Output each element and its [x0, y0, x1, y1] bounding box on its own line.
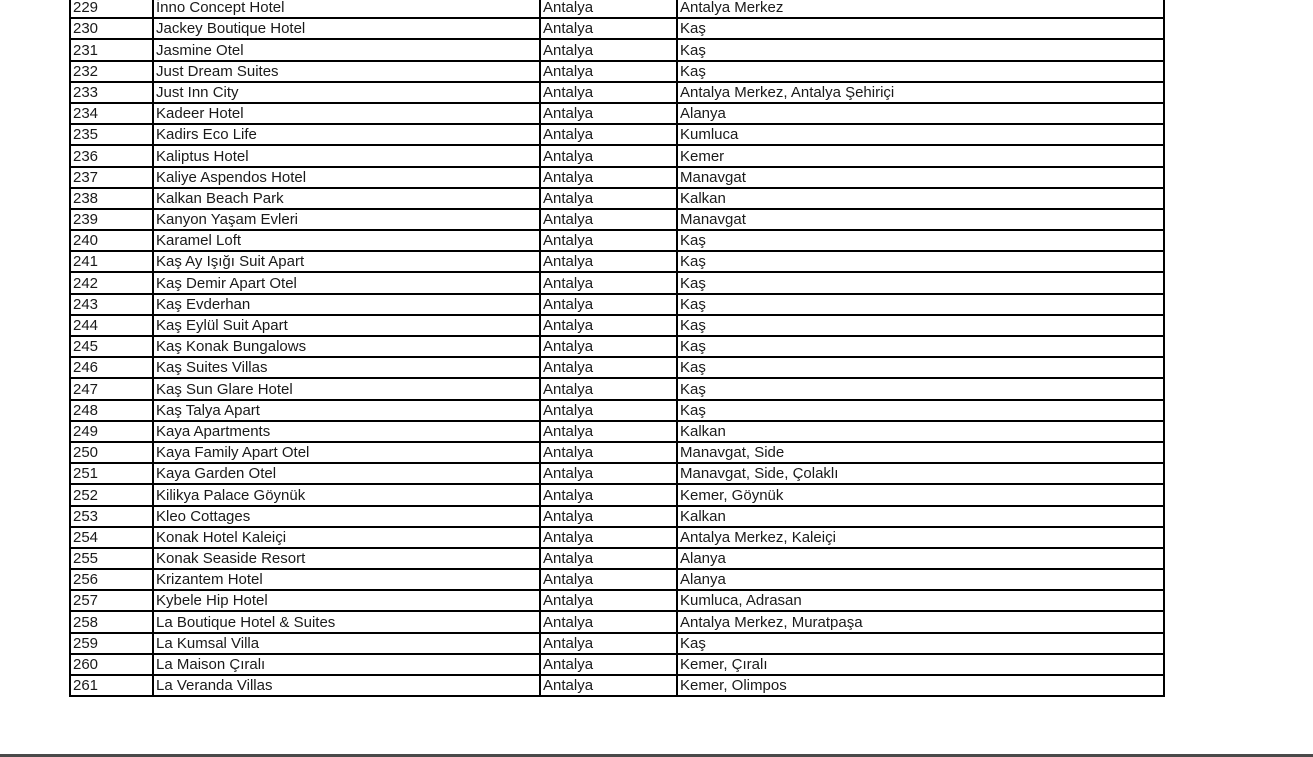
row-number-cell: 248 [70, 400, 153, 421]
row-number-cell: 251 [70, 463, 153, 484]
table-row [70, 484, 1164, 505]
city-cell: Antalya [540, 230, 677, 251]
table-row [70, 336, 1164, 357]
city-cell: Antalya [540, 18, 677, 39]
table-row [70, 527, 1164, 548]
table-row [70, 421, 1164, 442]
city-cell: Antalya [540, 0, 677, 18]
city-cell: Antalya [540, 400, 677, 421]
row-number-cell: 231 [70, 39, 153, 60]
row-number-cell: 257 [70, 590, 153, 611]
hotel-name-cell: Kadeer Hotel [153, 103, 540, 124]
row-number-cell: 259 [70, 633, 153, 654]
city-cell: Antalya [540, 103, 677, 124]
district-cell: Manavgat [677, 209, 1164, 230]
district-cell: Kaş [677, 315, 1164, 336]
city-cell: Antalya [540, 251, 677, 272]
hotel-name-cell: Kaş Suites Villas [153, 357, 540, 378]
row-number-cell: 229 [70, 0, 153, 18]
city-cell: Antalya [540, 167, 677, 188]
district-cell: Kaş [677, 230, 1164, 251]
hotel-name-cell: Kaya Family Apart Otel [153, 442, 540, 463]
row-number-cell: 255 [70, 548, 153, 569]
district-cell: Kaş [677, 400, 1164, 421]
hotel-name-cell: Kadirs Eco Life [153, 124, 540, 145]
table-row [70, 590, 1164, 611]
table-row [70, 167, 1164, 188]
row-number-cell: 238 [70, 188, 153, 209]
district-cell: Kemer, Olimpos [677, 675, 1164, 696]
district-cell: Kumluca [677, 124, 1164, 145]
district-cell: Manavgat, Side, Çolaklı [677, 463, 1164, 484]
table-row [70, 611, 1164, 632]
district-cell: Alanya [677, 569, 1164, 590]
hotel-name-cell: La Veranda Villas [153, 675, 540, 696]
district-cell: Antalya Merkez, Muratpaşa [677, 611, 1164, 632]
row-number-cell: 249 [70, 421, 153, 442]
district-cell: Kaş [677, 633, 1164, 654]
district-cell: Kaş [677, 357, 1164, 378]
city-cell: Antalya [540, 506, 677, 527]
district-cell: Kemer, Çıralı [677, 654, 1164, 675]
row-number-cell: 252 [70, 484, 153, 505]
row-number-cell: 240 [70, 230, 153, 251]
hotel-name-cell: La Kumsal Villa [153, 633, 540, 654]
hotel-name-cell: La Boutique Hotel & Suites [153, 611, 540, 632]
hotel-name-cell: Kaş Evderhan [153, 294, 540, 315]
district-cell: Kaş [677, 251, 1164, 272]
city-cell: Antalya [540, 463, 677, 484]
city-cell: Antalya [540, 357, 677, 378]
city-cell: Antalya [540, 188, 677, 209]
hotel-table [69, 0, 1165, 697]
district-cell: Kaş [677, 378, 1164, 399]
table-row [70, 39, 1164, 60]
table-row [70, 0, 1164, 18]
district-cell: Kalkan [677, 506, 1164, 527]
row-number-cell: 256 [70, 569, 153, 590]
row-number-cell: 233 [70, 82, 153, 103]
district-cell: Kumluca, Adrasan [677, 590, 1164, 611]
hotel-name-cell: Just Dream Suites [153, 61, 540, 82]
row-number-cell: 261 [70, 675, 153, 696]
row-number-cell: 236 [70, 145, 153, 166]
hotel-name-cell: Kilikya Palace Göynük [153, 484, 540, 505]
row-number-cell: 242 [70, 272, 153, 293]
table-row [70, 230, 1164, 251]
hotel-name-cell: Kanyon Yaşam Evleri [153, 209, 540, 230]
table-row [70, 506, 1164, 527]
table-row [70, 315, 1164, 336]
table-row [70, 294, 1164, 315]
table-row [70, 103, 1164, 124]
district-cell: Kaş [677, 336, 1164, 357]
table-row [70, 272, 1164, 293]
city-cell: Antalya [540, 421, 677, 442]
hotel-name-cell: Kybele Hip Hotel [153, 590, 540, 611]
row-number-cell: 234 [70, 103, 153, 124]
row-number-cell: 260 [70, 654, 153, 675]
table-row [70, 251, 1164, 272]
table-row [70, 463, 1164, 484]
hotel-table-body [70, 0, 1164, 696]
table-row [70, 400, 1164, 421]
district-cell: Kalkan [677, 188, 1164, 209]
table-row [70, 61, 1164, 82]
hotel-name-cell: Kaş Demir Apart Otel [153, 272, 540, 293]
table-row [70, 442, 1164, 463]
row-number-cell: 230 [70, 18, 153, 39]
hotel-name-cell: Jasmine Otel [153, 39, 540, 60]
city-cell: Antalya [540, 39, 677, 60]
table-row [70, 569, 1164, 590]
city-cell: Antalya [540, 294, 677, 315]
city-cell: Antalya [540, 124, 677, 145]
hotel-name-cell: Kaş Talya Apart [153, 400, 540, 421]
table-row [70, 675, 1164, 696]
row-number-cell: 253 [70, 506, 153, 527]
table-row [70, 124, 1164, 145]
district-cell: Kemer [677, 145, 1164, 166]
district-cell: Kaş [677, 272, 1164, 293]
district-cell: Alanya [677, 548, 1164, 569]
district-cell: Kaş [677, 18, 1164, 39]
row-number-cell: 235 [70, 124, 153, 145]
district-cell: Kaş [677, 39, 1164, 60]
hotel-name-cell: Kaş Eylül Suit Apart [153, 315, 540, 336]
row-number-cell: 239 [70, 209, 153, 230]
row-number-cell: 244 [70, 315, 153, 336]
table-row [70, 357, 1164, 378]
city-cell: Antalya [540, 442, 677, 463]
row-number-cell: 243 [70, 294, 153, 315]
city-cell: Antalya [540, 315, 677, 336]
row-number-cell: 250 [70, 442, 153, 463]
table-row [70, 378, 1164, 399]
district-cell: Antalya Merkez, Antalya Şehiriçi [677, 82, 1164, 103]
district-cell: Kemer, Göynük [677, 484, 1164, 505]
city-cell: Antalya [540, 209, 677, 230]
table-row [70, 188, 1164, 209]
hotel-name-cell: La Maison Çıralı [153, 654, 540, 675]
hotel-name-cell: Konak Seaside Resort [153, 548, 540, 569]
hotel-name-cell: Kleo Cottages [153, 506, 540, 527]
district-cell: Kalkan [677, 421, 1164, 442]
table-row [70, 654, 1164, 675]
row-number-cell: 254 [70, 527, 153, 548]
hotel-name-cell: Kaliye Aspendos Hotel [153, 167, 540, 188]
district-cell: Manavgat, Side [677, 442, 1164, 463]
city-cell: Antalya [540, 633, 677, 654]
hotel-name-cell: Kaş Konak Bungalows [153, 336, 540, 357]
city-cell: Antalya [540, 336, 677, 357]
city-cell: Antalya [540, 548, 677, 569]
hotel-name-cell: Konak Hotel Kaleiçi [153, 527, 540, 548]
table-row [70, 548, 1164, 569]
district-cell: Manavgat [677, 167, 1164, 188]
city-cell: Antalya [540, 590, 677, 611]
hotel-name-cell: Just Inn City [153, 82, 540, 103]
city-cell: Antalya [540, 527, 677, 548]
district-cell: Antalya Merkez, Kaleiçi [677, 527, 1164, 548]
district-cell: Kaş [677, 61, 1164, 82]
hotel-name-cell: Kaş Ay Işığı Suit Apart [153, 251, 540, 272]
city-cell: Antalya [540, 145, 677, 166]
row-number-cell: 247 [70, 378, 153, 399]
city-cell: Antalya [540, 378, 677, 399]
hotel-name-cell: Kaya Garden Otel [153, 463, 540, 484]
row-number-cell: 246 [70, 357, 153, 378]
hotel-name-cell: İnno Concept Hotel [153, 0, 540, 18]
district-cell: Kaş [677, 294, 1164, 315]
city-cell: Antalya [540, 654, 677, 675]
table-row [70, 209, 1164, 230]
row-number-cell: 245 [70, 336, 153, 357]
city-cell: Antalya [540, 272, 677, 293]
city-cell: Antalya [540, 82, 677, 103]
row-number-cell: 232 [70, 61, 153, 82]
table-row [70, 18, 1164, 39]
hotel-name-cell: Jackey Boutique Hotel [153, 18, 540, 39]
city-cell: Antalya [540, 675, 677, 696]
hotel-name-cell: Kaş Sun Glare Hotel [153, 378, 540, 399]
hotel-name-cell: Kaliptus Hotel [153, 145, 540, 166]
hotel-name-cell: Krizantem Hotel [153, 569, 540, 590]
hotel-name-cell: Kalkan Beach Park [153, 188, 540, 209]
document-page [69, 0, 1163, 697]
city-cell: Antalya [540, 61, 677, 82]
row-number-cell: 241 [70, 251, 153, 272]
table-row [70, 145, 1164, 166]
table-row [70, 633, 1164, 654]
city-cell: Antalya [540, 569, 677, 590]
city-cell: Antalya [540, 484, 677, 505]
row-number-cell: 258 [70, 611, 153, 632]
city-cell: Antalya [540, 611, 677, 632]
row-number-cell: 237 [70, 167, 153, 188]
district-cell: Antalya Merkez [677, 0, 1164, 18]
district-cell: Alanya [677, 103, 1164, 124]
hotel-name-cell: Kaya Apartments [153, 421, 540, 442]
hotel-name-cell: Karamel Loft [153, 230, 540, 251]
table-row [70, 82, 1164, 103]
